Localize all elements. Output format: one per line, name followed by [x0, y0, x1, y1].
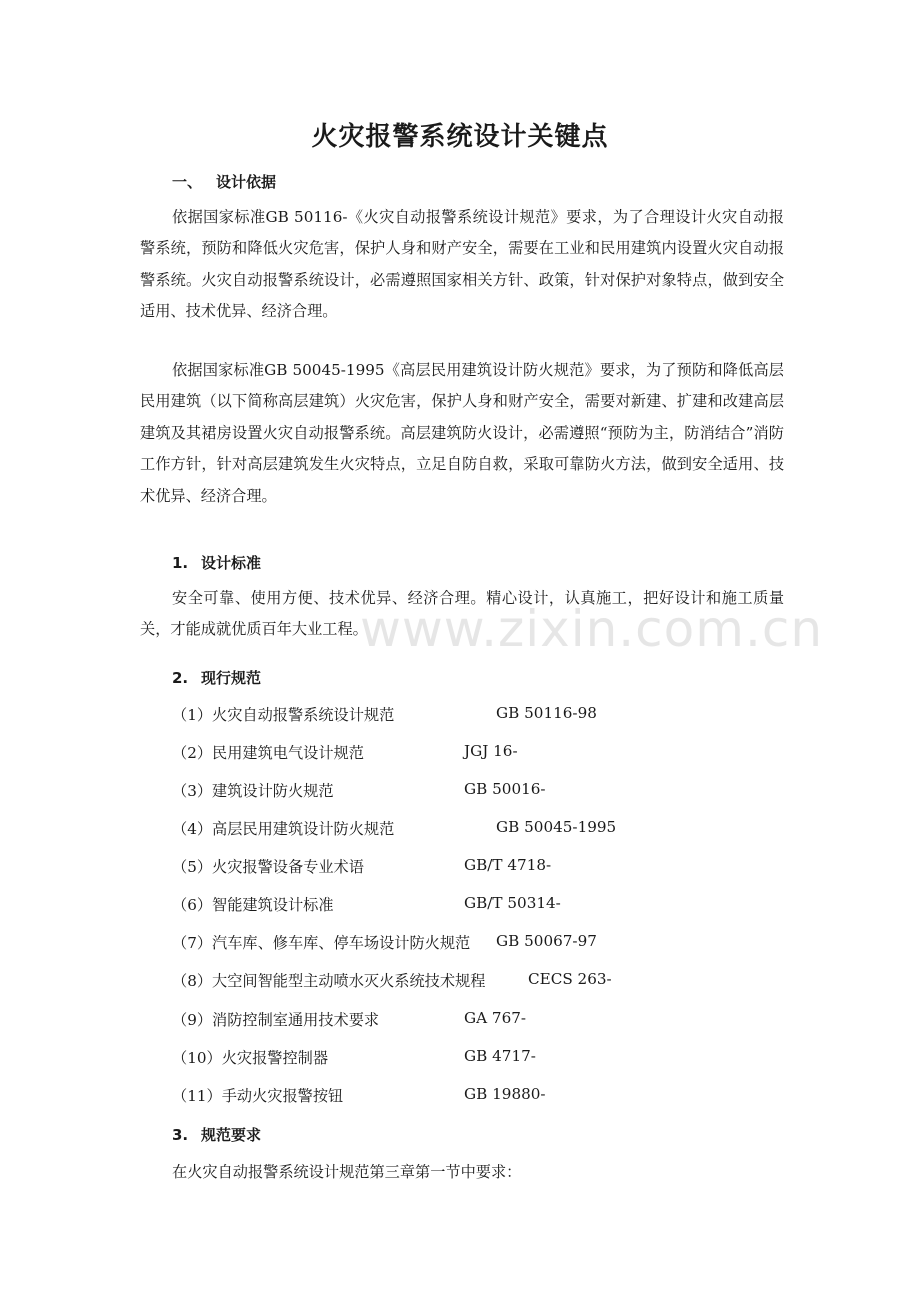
- section-number: 2.: [172, 669, 189, 687]
- standard-code: GB 4717-: [464, 1047, 536, 1065]
- section-heading-principles: [172, 552, 261, 573]
- paragraph-principles: 安全可靠、使用方便、技术优异、经济合理。精心设计，认真施工，把好设计和施工质量关，才能成就优质百年大业工程。: [140, 589, 784, 639]
- section-number: 3.: [172, 1126, 189, 1144]
- paragraph-requirements: 在火灾自动报警系统设计规范第三章第一节中要求：: [172, 1163, 522, 1181]
- standard-code: GB 50116-98: [496, 704, 597, 722]
- standard-name: （8）大空间智能型主动喷水灭火系统技术规程: [172, 972, 486, 990]
- section-title: 设计标准: [201, 554, 262, 572]
- section-heading-basis: [172, 171, 276, 192]
- section-title: 规范要求: [201, 1126, 262, 1144]
- section-title: 设计依据: [216, 173, 277, 191]
- standard-code: GB 50067-97: [496, 932, 597, 950]
- standard-code: GA 767-: [464, 1009, 527, 1027]
- section-title: 现行规范: [201, 669, 262, 687]
- standard-name: （6）智能建筑设计标准: [172, 896, 334, 914]
- standard-name: （2）民用建筑电气设计规范: [172, 744, 364, 762]
- paragraph-basis-2: 依据国家标准GB 50045-1995《高层民用建筑设计防火规范》要求，为了预防和降低高层民用建筑（以下简称高层建筑）火灾危害，保护人身和财产安全，需要对新建、扩建和改建高层建筑及其裙房设置火灾自动报警系统。高层建筑防火设计，必需遵照“预防为主，防消结合”消防工作方针，针对高层建筑发生火灾特点，立足自防自救，采取可靠防火方法，做到安全适用、技术优异、经济合理。: [140, 361, 784, 505]
- standard-code: GB 50016-: [464, 780, 546, 798]
- standard-code: GB/T 50314-: [464, 894, 561, 912]
- standard-name: （5）火灾报警设备专业术语: [172, 858, 364, 876]
- standard-name: （3）建筑设计防火规范: [172, 782, 334, 800]
- standard-name: （9）消防控制室通用技术要求: [172, 1011, 380, 1029]
- standard-code: GB 19880-: [464, 1085, 546, 1103]
- standard-name: （11）手动火灾报警按钮: [172, 1087, 344, 1105]
- section-heading-requirements: [172, 1124, 261, 1145]
- section-number: 1.: [172, 554, 189, 572]
- section-number: 一、: [172, 173, 203, 191]
- watermark-text: www.zixin.com.cn: [360, 600, 824, 658]
- standard-code: CECS 263-: [528, 970, 612, 988]
- standard-code: GB 50045-1995: [496, 818, 617, 836]
- standard-name: （10）火灾报警控制器: [172, 1049, 329, 1067]
- standard-code: JGJ 16-: [464, 742, 518, 760]
- document-title: 火灾报警系统设计关键点: [311, 122, 609, 152]
- standard-name: （7）汽车库、修车库、停车场设计防火规范: [172, 934, 471, 952]
- standard-code: GB/T 4718-: [464, 856, 552, 874]
- standard-name: （4）高层民用建筑设计防火规范: [172, 820, 395, 838]
- section-heading-current-standards: [172, 667, 261, 688]
- standard-name: （1）火灾自动报警系统设计规范: [172, 706, 395, 724]
- paragraph-basis-1: 依据国家标准GB 50116-《火灾自动报警系统设计规范》要求，为了合理设计火灾自动报警系统，预防和降低火灾危害，保护人身和财产安全，需要在工业和民用建筑内设置火灾自动报警系统。火灾自动报警系统设计，必需遵照国家相关方针、政策，针对保护对象特点，做到安全适用、技术优异、经济合理。: [140, 208, 784, 321]
